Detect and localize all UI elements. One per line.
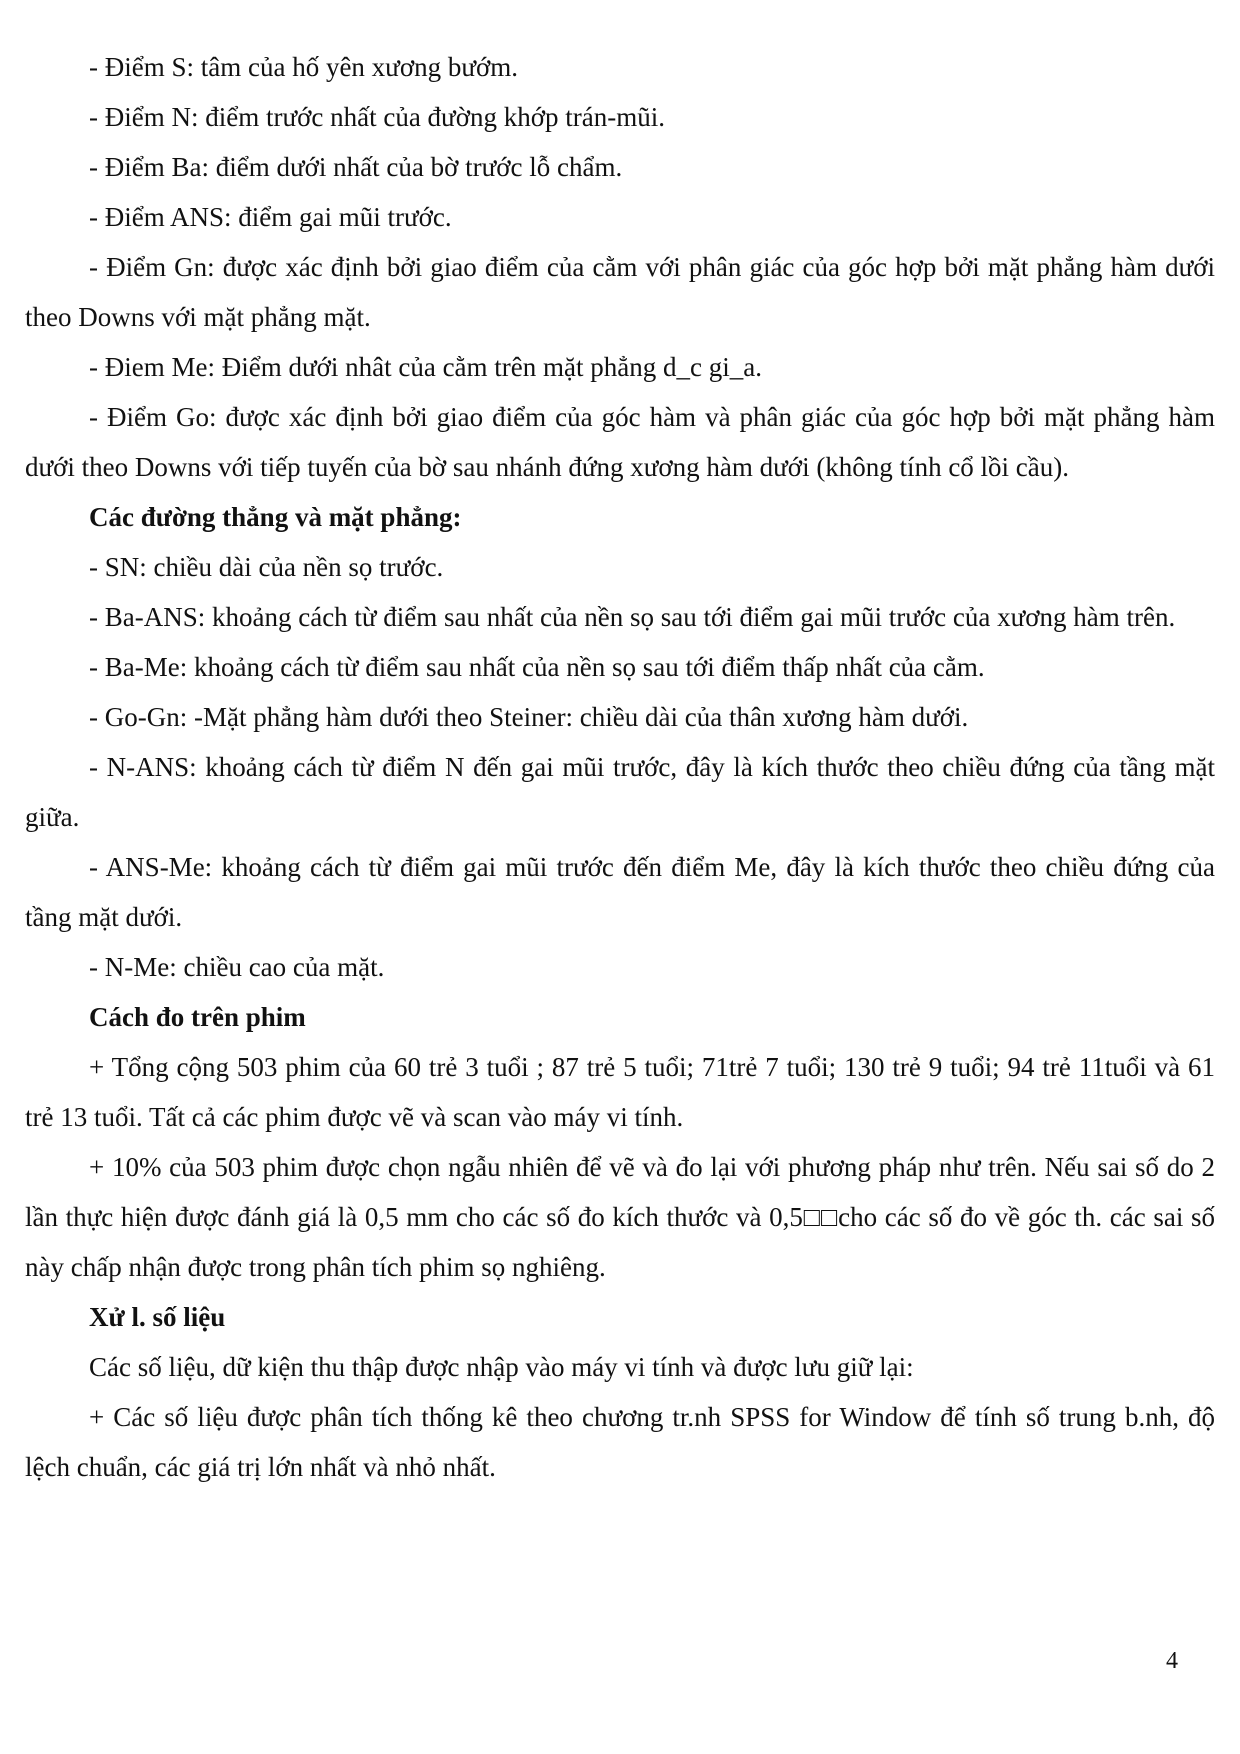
point-gn: - Điểm Gn: được xác định bởi giao điểm của cằm với phân giác của góc hợp bởi mặt phẳng hàm dưới theo Downs với mặt phẳng mặt. [25,252,1215,332]
point-ba: - Điểm Ba: điểm dưới nhất của bờ trước lỗ chẩm. [89,152,623,182]
line-sn: - SN: chiều dài của nền sọ trước. [89,552,444,582]
film-error: + 10% của 503 phim được chọn ngẫu nhiên để vẽ và đo lại với phương pháp như trên. Nếu sai số do 2 lần thực hiện được đánh giá là 0,5 mm cho các số đo kích thước và 0,5□□cho các số đo về góc th. các sai số này chấp nhận được trong phân tích phim sọ nghiêng. [25,1152,1215,1282]
data-spss: + Các số liệu được phân tích thống kê theo chương tr.nh SPSS for Window để tính số trung b.nh, độ lệch chuẩn, các giá trị lớn nhất và nhỏ nhất. [25,1402,1215,1482]
page-number: 4 [1166,1648,1178,1674]
point-s: - Điểm S: tâm của hố yên xương bướm. [89,52,519,82]
document-page [25,42,1215,1492]
point-ans: - Điểm ANS: điểm gai mũi trước. [89,202,452,232]
data-collected: Các số liệu, dữ kiện thu thập được nhập vào máy vi tính và được lưu giữ lại: [89,1352,914,1382]
line-ba-me: - Ba-Me: khoảng cách từ điểm sau nhất của nền sọ sau tới điểm thấp nhất của cằm. [89,652,985,682]
point-me: - Điem Me: Điểm dưới nhât của cằm trên mặt phẳng d_c gi_a. [89,352,762,382]
line-ba-ans: - Ba-ANS: khoảng cách từ điểm sau nhất của nền sọ sau tới điểm gai mũi trước của xương hàm trên. [89,602,1176,632]
heading-lines-planes: Các đường thẳng và mặt phẳng: [89,502,462,532]
point-go: - Điểm Go: được xác định bởi giao điểm của góc hàm và phân giác của góc hợp bởi mặt phẳng hàm dưới theo Downs với tiếp tuyến của bờ sau nhánh đứng xương hàm dưới (không tính cổ lồi cầu). [25,402,1215,482]
line-ans-me: - ANS-Me: khoảng cách từ điểm gai mũi trước đến điểm Me, đây là kích thước theo chiều đứng của tầng mặt dưới. [25,852,1215,932]
line-n-ans: - N-ANS: khoảng cách từ điểm N đến gai mũi trước, đây là kích thước theo chiều đứng của tầng mặt giữa. [25,752,1215,832]
film-total: + Tổng cộng 503 phim của 60 trẻ 3 tuổi ; 87 trẻ 5 tuổi; 71trẻ 7 tuổi; 130 trẻ 9 tuổi; 94 trẻ 11tuổi và 61 trẻ 13 tuổi. Tất cả các phim được vẽ và scan vào máy vi tính. [25,1052,1215,1132]
point-n: - Điểm N: điểm trước nhất của đường khớp trán-mũi. [89,102,665,132]
line-n-me: - N-Me: chiều cao của mặt. [89,952,385,982]
heading-data-processing: Xử l. số liệu [89,1302,226,1332]
heading-film-measurement: Cách đo trên phim [89,1002,306,1032]
line-go-gn: - Go-Gn: -Mặt phẳng hàm dưới theo Steiner: chiều dài của thân xương hàm dưới. [89,702,969,732]
